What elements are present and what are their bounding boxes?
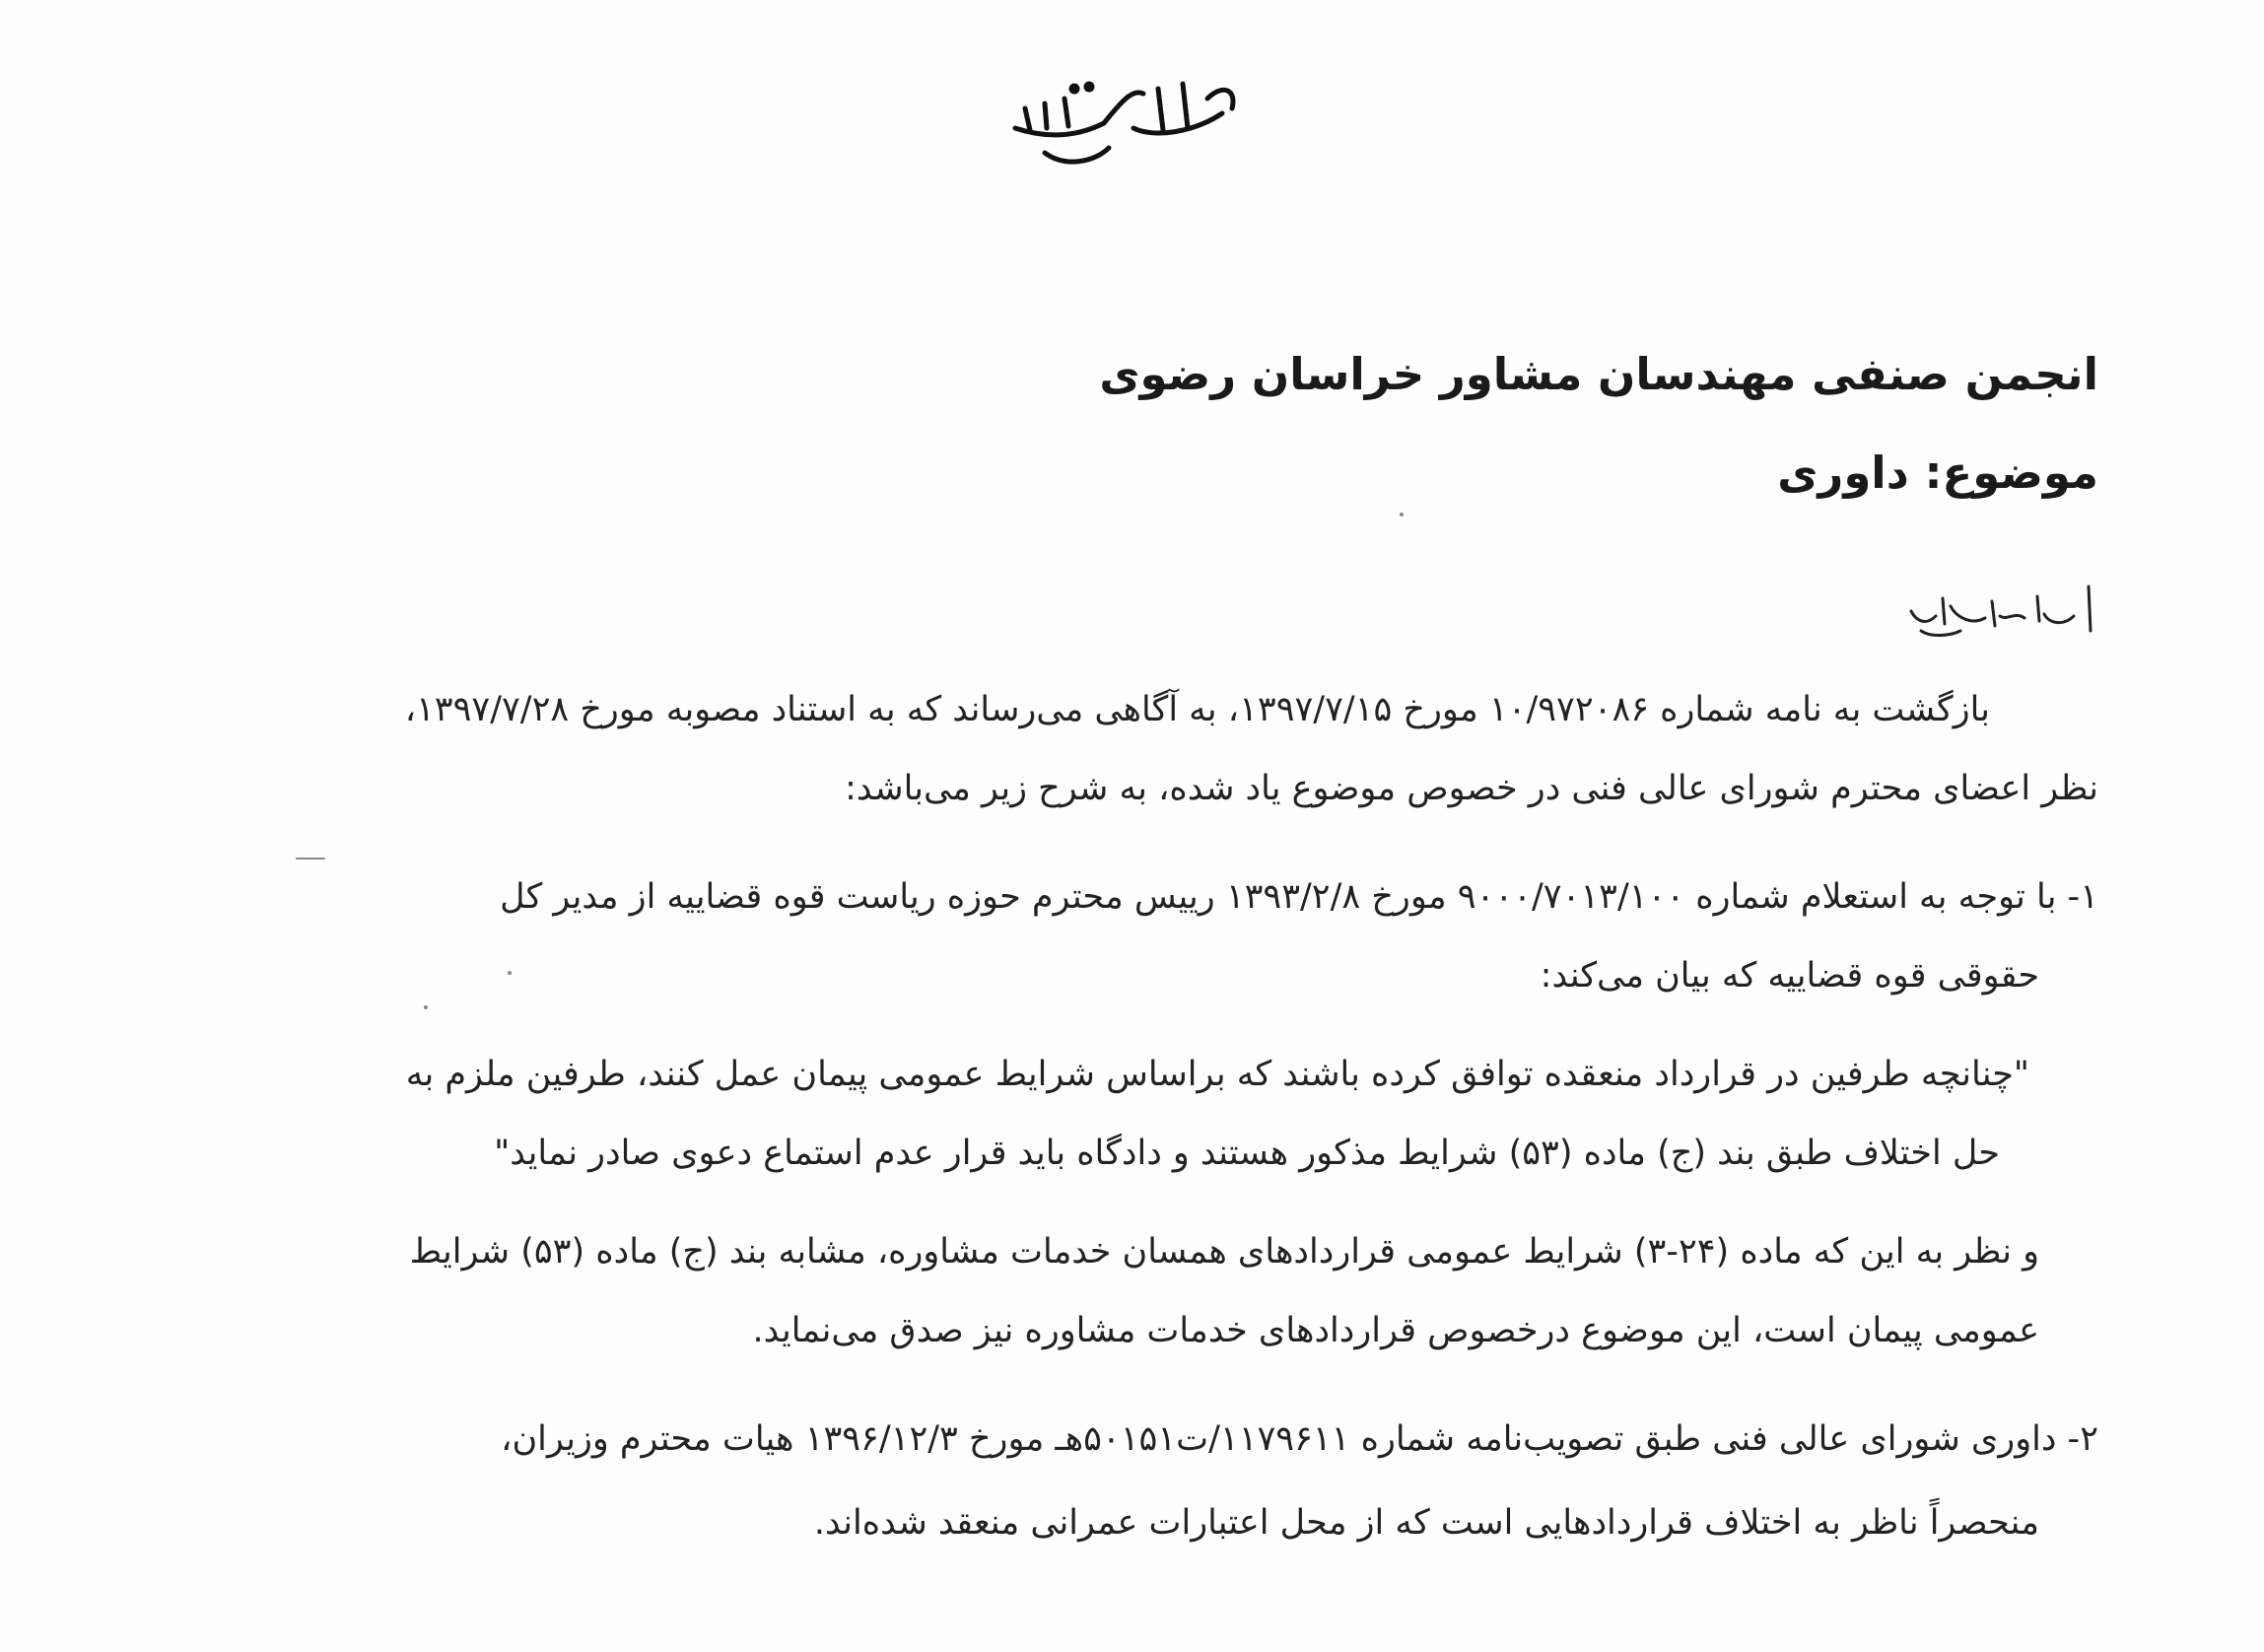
body-line: عمومی پیمان است، این موضوع درخصوص قراردادهای خدمات مشاوره نیز صدق می‌نماید. <box>752 1311 2039 1350</box>
body-line: حقوقی قوه قضاییه که بیان می‌کند: <box>1540 956 2039 996</box>
letter-body <box>191 680 2098 1587</box>
scan-speck <box>1400 513 1404 516</box>
invocation-calligraphy <box>986 69 1262 177</box>
body-line: نظر اعضای محترم شورای عالی فنی در خصوص موضوع یاد شده، به شرح زیر می‌باشد: <box>845 769 2098 808</box>
scan-speck <box>296 858 325 860</box>
scan-speck <box>508 971 512 975</box>
body-line: "چنانچه طرفین در قرارداد منعقده توافق کرده باشند که براساس شرایط عمومی پیمان عمل کنند، طرفین ملزم به <box>405 1055 2029 1094</box>
scan-speck <box>424 1005 428 1009</box>
body-line: و نظر به این که ماده (۲۴-۳) شرایط عمومی قراردادهای همسان خدمات مشاوره، مشابه بند (ج) ماده (۵۳) شرایط <box>409 1232 2039 1272</box>
body-line: حل اختلاف طبق بند (ج) ماده (۵۳) شرایط مذکور هستند و دادگاه باید قرار عدم استماع دعوی صادر نماید" <box>494 1134 2000 1173</box>
greeting-handwritten <box>1901 577 2098 646</box>
subject-line: موضوع: داوری <box>1777 447 2098 499</box>
body-line: بازگشت به نامه شماره ۱۰/۹۷۲۰۸۶ مورخ ۱۳۹۷/۷/۱۵، به آگاهی می‌رساند که به استناد مصوبه مورخ ۱۳۹۷/۷/۲۸، <box>404 690 1990 729</box>
body-line: منحصراً ناظر به اختلاف قراردادهایی است که از محل اعتبارات عمرانی منعقد شده‌اند. <box>813 1503 2039 1543</box>
body-line: ۱- با توجه به استعلام شماره ۹۰۰۰/۷۰۱۳/۱۰۰ مورخ ۱۳۹۳/۲/۸ رییس محترم حوزه ریاست قوه قضاییه از مدیر کل <box>500 877 2098 917</box>
body-line: ۲- داوری شورای عالی فنی طبق تصویب‌نامه شماره ۱۱۷۹۶۱۱/ت۵۰۱۵۱هـ مورخ ۱۳۹۶/۱۲/۳ هیات محترم وزیران، <box>501 1419 2098 1459</box>
addressee-block <box>1099 325 2098 522</box>
organization-name: انجمن صنفی مهندسان مشاور خراسان رضوی <box>1099 348 2098 400</box>
